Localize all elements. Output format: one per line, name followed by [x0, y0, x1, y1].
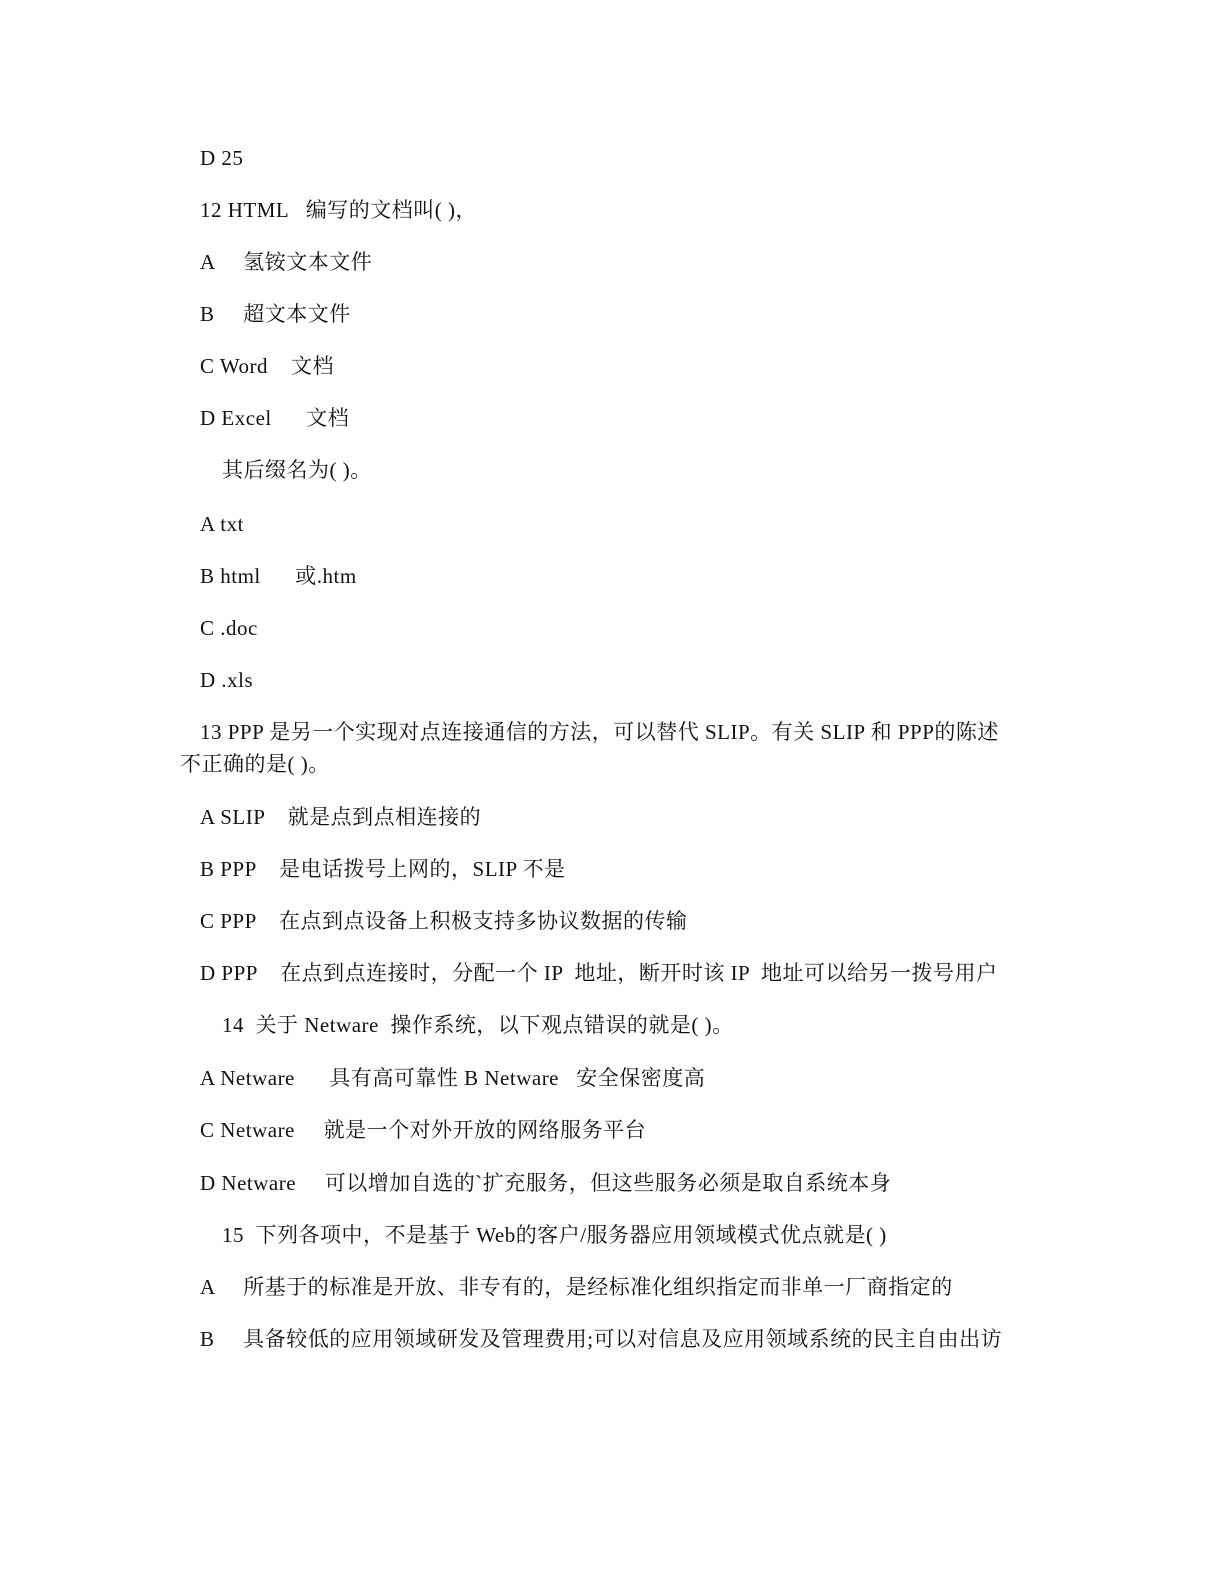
q14-option-d: D Netware 可以增加自选的`扩充服务，但这些服务必须是取自系统本身: [200, 1171, 892, 1195]
q13-option-c: C PPP 在点到点设备上积极支持多协议数据的传输: [200, 909, 688, 933]
q14-option-a-b: A Netware 具有高可靠性 B Netware 安全保密度高: [200, 1066, 706, 1090]
ext-option-c: C .doc: [200, 616, 258, 640]
question-13-line-2: 不正确的是( )。: [180, 752, 330, 776]
q13-option-b: B PPP 是电话拨号上网的，SLIP 不是: [200, 857, 566, 881]
q12-option-b: B 超文本文件: [200, 302, 351, 326]
q13-option-d: D PPP 在点到点连接时，分配一个 IP 地址，断开时该 IP 地址可以给另一拨号用户: [200, 961, 998, 985]
question-12-extension: 其后缀名为( )。: [222, 458, 372, 482]
q15-option-b: B 具备较低的应用领域研发及管理费用;可以对信息及应用领域系统的民主自由出访: [200, 1327, 1003, 1351]
option-d-25: D 25: [200, 146, 244, 170]
ext-option-a: A txt: [200, 512, 244, 536]
question-13: [180, 716, 1040, 780]
ext-option-b: B html 或.htm: [200, 564, 357, 588]
question-12: 12 HTML 编写的文档叫( )，: [200, 198, 477, 222]
question-15: 15 下列各项中，不是基于 Web的客户/服务器应用领域模式优点就是( ): [222, 1223, 887, 1247]
question-13-line-1: 13 PPP 是另一个实现对点连接通信的方法，可以替代 SLIP。有关 SLIP 和 PPP的陈述: [200, 720, 999, 744]
question-14: 14 关于 Netware 操作系统，以下观点错误的就是( )。: [222, 1013, 734, 1037]
q12-option-a: A 氢铵文本文件: [200, 250, 373, 274]
q13-option-a: A SLIP 就是点到点相连接的: [200, 805, 482, 829]
ext-option-d: D .xls: [200, 668, 254, 692]
q12-option-d: D Excel 文档: [200, 406, 350, 430]
q15-option-a: A 所基于的标准是开放、非专有的，是经标准化组织指定而非单一厂商指定的: [200, 1275, 953, 1299]
q12-option-c: C Word 文档: [200, 354, 335, 378]
q14-option-c: C Netware 就是一个对外开放的网络服务平台: [200, 1118, 647, 1142]
